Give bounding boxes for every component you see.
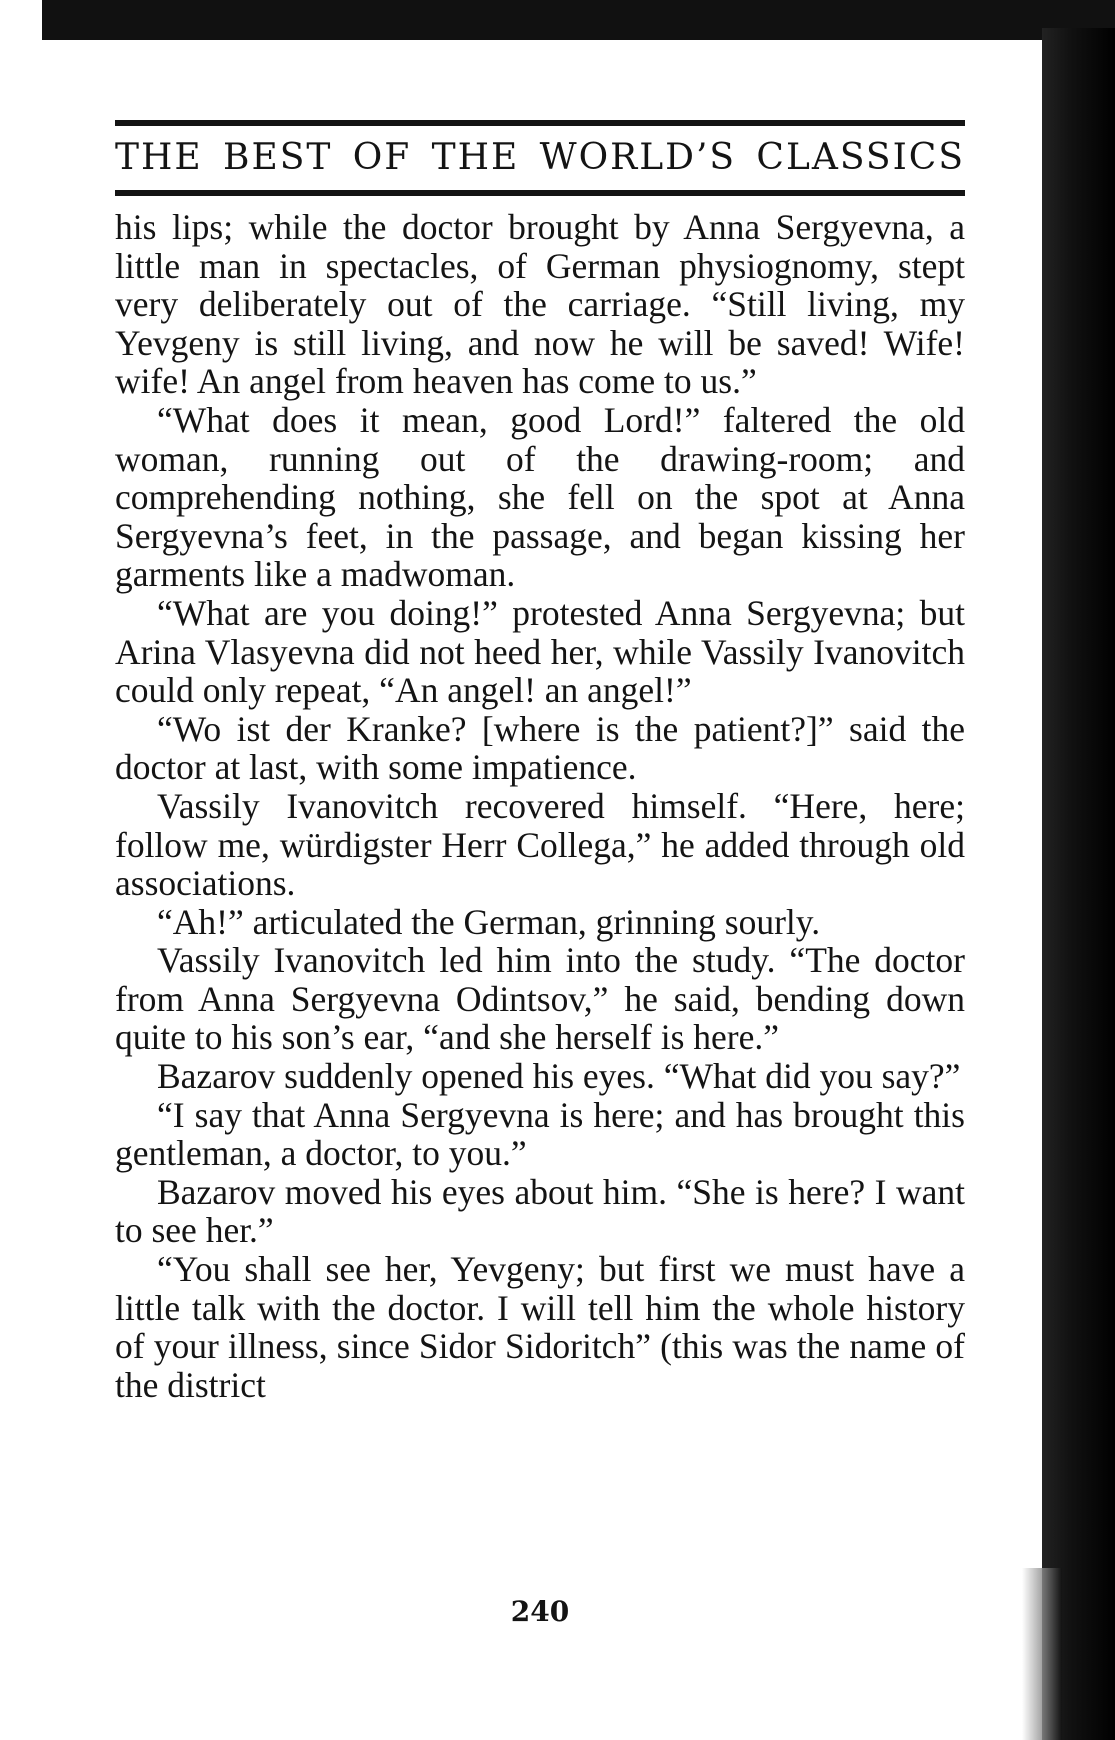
paragraph: Vassily Ivanovitch led him into the study. “The doctor from Anna Sergyevna Odintsov,” he said, bending down quite to his son’s ear, “and she herself is here.”: [115, 940, 965, 1058]
book-page: [115, 120, 965, 1628]
paragraph: “I say that Anna Sergyevna is here; and has brought this gentleman, a doctor, to you.”: [115, 1094, 965, 1174]
body-text: [115, 208, 965, 1404]
scan-top-edge: [42, 0, 1115, 40]
header-rule-bottom: [115, 190, 965, 196]
paragraph: “Wo ist der Kranke? [where is the patient?]” said the doctor at last, with some impatience.: [115, 708, 965, 788]
paragraph: “Ah!” articulated the German, grinning sourly.: [157, 901, 821, 942]
page-number: 240: [510, 1595, 570, 1628]
paragraph: his lips; while the doctor brought by Anna Sergyevna, a little man in spectacles, of German physiognomy, stept very deliberately out of the carriage. “Still living, my Yevgeny is still living, and now he will be saved! Wife! wife! An angel from heaven has come to us.”: [115, 207, 965, 402]
scan-right-edge: [1042, 28, 1115, 1740]
paragraph: Bazarov moved his eyes about him. “She is here? I want to see her.”: [115, 1171, 965, 1251]
paragraph: “What does it mean, good Lord!” faltered the old woman, running out of the drawing-room; and comprehending nothing, she fell on the spot at Anna Sergyevna’s feet, in the passage, and began kissing her garments like a madwoman.: [115, 399, 965, 595]
paragraph: “You shall see her, Yevgeny; but first we must have a little talk with the doctor. I will tell him the whole history of your illness, since Sidor Sidoritch” (this was the name of the district: [115, 1249, 965, 1405]
header-rule-top: [115, 120, 965, 126]
running-header: THE BEST OF THE WORLD’S CLASSICS: [115, 137, 965, 178]
paragraph: “What are you doing!” protested Anna Sergyevna; but Arina Vlasyevna did not heed her, while Vassily Ivanovitch could only repeat, “An angel! an angel!”: [115, 592, 965, 711]
paragraph: Vassily Ivanovitch recovered himself. “Here, here; follow me, würdigster Herr Collega,” he added through old associations.: [115, 785, 965, 904]
paragraph: Bazarov suddenly opened his eyes. “What did you say?”: [157, 1056, 961, 1097]
